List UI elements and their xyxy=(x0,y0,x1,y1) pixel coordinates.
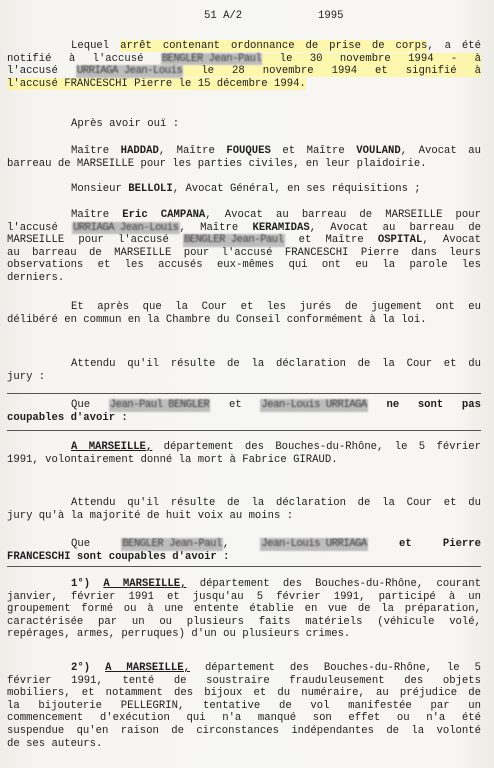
divider-line xyxy=(7,566,481,567)
redacted-name: Jean-Louis URRIAGA xyxy=(261,399,367,411)
paragraph-guilty: Que BENGLER Jean-Paul, Jean-Louis URRIAGA et Pierre FRANCESCHI sont coupables d'avoir : xyxy=(7,538,481,563)
redacted-name: BENGLER Jean-Paul xyxy=(183,234,284,247)
redacted-name: URRIAGA Jean-Louis xyxy=(73,221,179,234)
divider-line xyxy=(7,393,481,394)
paragraph-count-1: 1°) A MARSEILLE, département des Bouches-du-Rhône, courant janvier, février 1991 et jusqu'au 5 février 1991, participé à un groupement formé ou à une entente établie en vue de la préparation, caractérisée par un ou plusieurs faits matériels (véhicule volé, repérages, armes, perruques) d'un ou plusieurs crimes. xyxy=(7,578,481,641)
divider-line xyxy=(7,430,481,431)
redacted-name: BENGLER Jean-Paul xyxy=(122,538,222,550)
document-reference: 51 A/2 xyxy=(204,10,243,22)
paragraph-deliberation: Et après que la Cour et les jurés de jugement ont eu délibéré en commun en la Chambre du Conseil conformément à la loi. xyxy=(7,301,481,326)
paragraph-notification: Lequel arrêt contenant ordonnance de prise de corps, a été notifié à l'accusé BENGLER Jean-Paul le 30 novembre 1994 - à l'accusé URRIAGA Jean-Louis le 28 novembre 1994 et signifié à l'accusé FRANCESCHI Pierre le 15 décembre 1994. xyxy=(7,40,481,90)
paragraph-civil-lawyers: Maître HADDAD, Maître FOUQUES et Maître VOULAND, Avocat au barreau de MARSEILLE pour les parties civiles, en leur plaidoirie. xyxy=(7,145,481,170)
redacted-name: Jean-Paul BENGLER xyxy=(109,399,210,411)
paragraph-defense-lawyers: Maître Eric CAMPANA, Avocat au barreau de MARSEILLE pour l'accusé URRIAGA Jean-Louis, Maître KERAMIDAS, Avocat au barreau de MARSEILLE pour l'accusé BENGLER Jean-Paul et Maître OSPITAL, Avocat au barreau de MARSEILLE pour l'accusé FRANCESCHI Pierre dans leurs observations et les accusés eux-mêmes qui ont eu la parole les derniers. xyxy=(7,209,482,284)
paragraph-count-murder: A MARSEILLE, département des Bouches-du-Rhône, le 5 février 1991, volontairement donné la mort à Fabrice GIRAUD. xyxy=(7,441,481,466)
paragraph-count-2: 2°) A MARSEILLE, département des Bouches-du-Rhône, le 5 février 1991, tenté de soustraire frauduleusement des objets mobiliers, et notamment des bijoux et du numéraire, au préjudice de la bijouterie PELLEGRIN, tentative de vol manifestée par un commencement d'exécution qui n'a manqué son effet ou n'a été suspendue qu'en raison de circonstances indépendantes de la volonté de ses auteurs. xyxy=(7,662,481,750)
document-year: 1995 xyxy=(318,10,344,22)
highlighted-text: arrêt contenant ordonnance de prise de corps xyxy=(120,40,428,52)
redacted-name: BENGLER Jean-Paul xyxy=(161,52,262,65)
paragraph-not-guilty: Que Jean-Paul BENGLER et Jean-Louis URRIAGA ne sont pas coupables d'avoir : xyxy=(7,399,481,424)
redacted-name: URRIAGA Jean-Louis xyxy=(76,65,183,78)
paragraph-heard: Après avoir ouï : xyxy=(71,118,180,130)
redacted-name: Jean-Louis URRIAGA xyxy=(261,538,367,550)
paragraph-prosecutor: Monsieur BELLOLI, Avocat Général, en ses réquisitions ; xyxy=(71,183,421,195)
paragraph-attendu-1: Attendu qu'il résulte de la déclaration de la Cour et du jury : xyxy=(7,358,481,383)
paragraph-attendu-2: Attendu qu'il résulte de la déclaration de la Cour et du jury qu'à la majorité de huit voix au moins : xyxy=(7,497,481,522)
